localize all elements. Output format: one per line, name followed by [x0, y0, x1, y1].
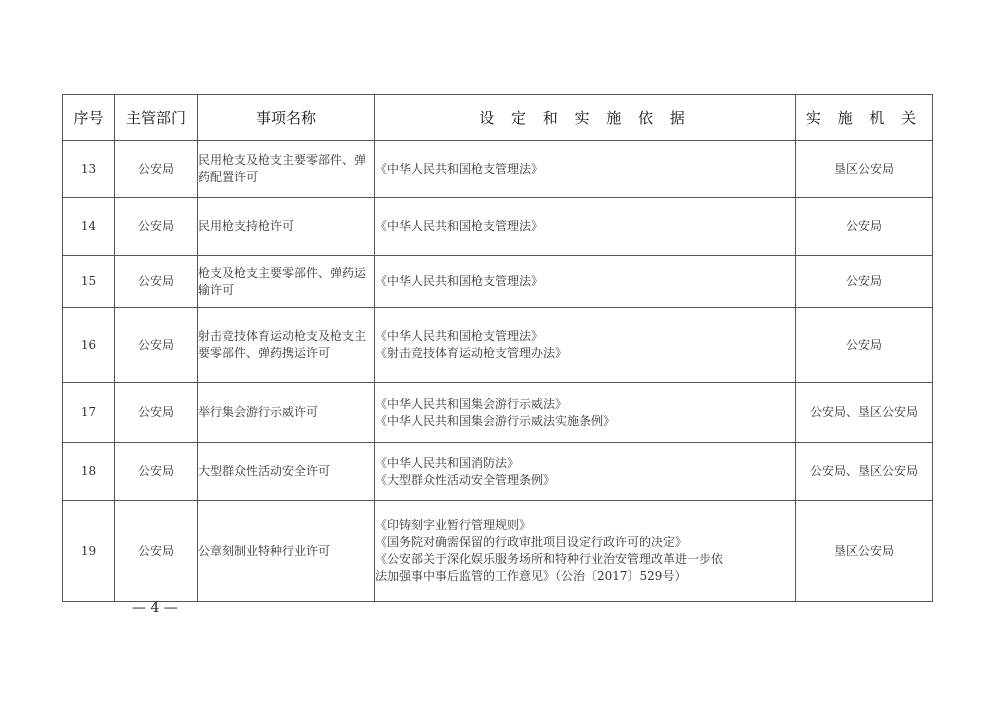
row-authority: 公安局	[796, 256, 933, 308]
table-row	[63, 256, 933, 308]
basis-line: 《中华人民共和国消防法》	[375, 455, 520, 470]
row-authority: 垦区公安局	[796, 501, 933, 602]
row-item-name: 射击竞技体育运动枪支及枪支主要零部件、弹药携运许可	[198, 308, 375, 383]
row-department: 公安局	[115, 308, 198, 383]
row-serial-no: 16	[63, 308, 115, 383]
row-department: 公安局	[115, 501, 198, 602]
row-department: 公安局	[115, 198, 198, 256]
basis-line: 《中华人民共和国枪支管理法》	[375, 219, 544, 233]
row-basis	[375, 308, 796, 383]
header-authority: 实 施 机 关	[796, 95, 933, 141]
row-basis	[375, 256, 796, 308]
row-basis	[375, 501, 796, 602]
table-row	[63, 383, 933, 443]
row-item-name: 枪支及枪支主要零部件、弹药运输许可	[198, 256, 375, 308]
row-authority: 公安局	[796, 308, 933, 383]
row-basis	[375, 141, 796, 198]
header-basis: 设 定 和 实 施 依 据	[375, 95, 796, 141]
basis-line: 《公安部关于深化娱乐服务场所和特种行业治安管理改革进一步依	[375, 552, 724, 566]
table-header-row	[63, 95, 933, 141]
basis-line: 《中华人民共和国枪支管理法》	[375, 274, 544, 288]
row-authority: 公安局、垦区公安局	[796, 443, 933, 501]
row-serial-no: 14	[63, 198, 115, 256]
row-authority: 垦区公安局	[796, 141, 933, 198]
row-authority: 公安局	[796, 198, 933, 256]
row-serial-no: 19	[63, 501, 115, 602]
page-number: — 4 —	[132, 600, 178, 616]
row-item-name: 民用枪支及枪支主要零部件、弹药配置许可	[198, 141, 375, 198]
header-serial-no: 序号	[63, 95, 115, 141]
row-serial-no: 15	[63, 256, 115, 308]
basis-line: 《射击竞技体育运动枪支管理办法》	[375, 346, 568, 360]
row-basis	[375, 383, 796, 443]
row-serial-no: 18	[63, 443, 115, 501]
row-serial-no: 13	[63, 141, 115, 198]
row-serial-no: 17	[63, 383, 115, 443]
row-department: 公安局	[115, 141, 198, 198]
row-department: 公安局	[115, 256, 198, 308]
table-row	[63, 308, 933, 383]
basis-line: 《中华人民共和国枪支管理法》	[375, 329, 544, 343]
row-basis	[375, 198, 796, 256]
row-item-name: 大型群众性活动安全许可	[198, 443, 375, 501]
basis-line: 《中华人民共和国集会游行示威法实施条例》	[375, 413, 616, 428]
table-row	[63, 501, 933, 602]
basis-line: 《中华人民共和国枪支管理法》	[375, 161, 544, 176]
basis-line: 《印铸刻字业暂行管理规则》	[375, 518, 532, 532]
header-item-name: 事项名称	[198, 95, 375, 141]
table-row	[63, 141, 933, 198]
table-row	[63, 198, 933, 256]
row-item-name: 公章刻制业特种行业许可	[198, 501, 375, 602]
header-department: 主管部门	[115, 95, 198, 141]
row-authority: 公安局、垦区公安局	[796, 383, 933, 443]
table-row	[63, 443, 933, 501]
row-item-name: 举行集会游行示威许可	[198, 383, 375, 443]
permit-table	[62, 94, 933, 602]
basis-line: 《国务院对确需保留的行政审批项目设定行政许可的决定》	[375, 535, 688, 549]
basis-line: 《大型群众性活动安全管理条例》	[375, 472, 556, 487]
row-item-name: 民用枪支持枪许可	[198, 198, 375, 256]
row-department: 公安局	[115, 383, 198, 443]
row-basis	[375, 443, 796, 501]
basis-line: 《中华人民共和国集会游行示威法》	[375, 396, 568, 411]
row-department: 公安局	[115, 443, 198, 501]
basis-line: 法加强事中事后监管的工作意见》（公治〔2017〕529号）	[375, 569, 687, 583]
